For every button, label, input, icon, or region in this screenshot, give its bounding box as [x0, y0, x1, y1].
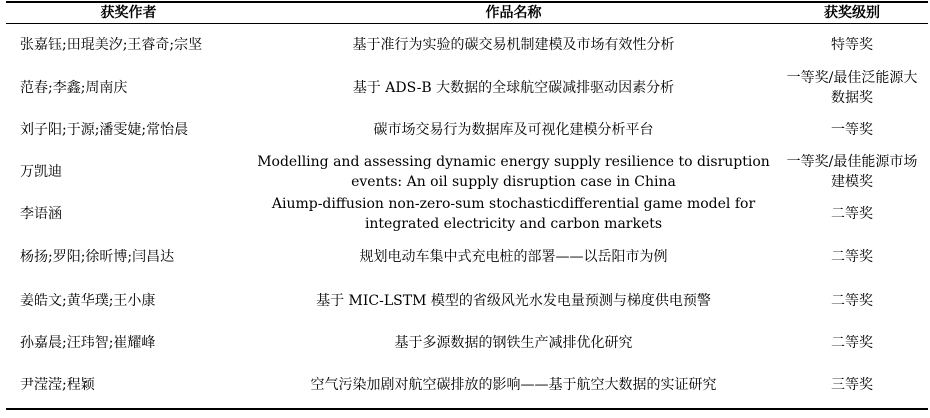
table-row	[6, 151, 928, 193]
table-row	[6, 323, 928, 363]
cell-author: 万凯迪	[20, 163, 62, 180]
table-row	[6, 66, 928, 110]
cell-work: 空气污染加剧对航空碳排放的影响——基于航空大数据的实证研究	[310, 377, 717, 393]
header-level: 获奖级别	[824, 5, 880, 21]
cell-author: 刘子阳;于源;潘雯婕;常怡晨	[20, 122, 189, 138]
table-row	[6, 279, 928, 323]
cell-work: Modelling and assessing dynamic energy supply resilience to disruption events: An oil supply disruption case in China	[257, 153, 770, 190]
cell-author: 杨扬;罗阳;徐昕博;闫昌达	[20, 248, 175, 265]
cell-level: 一等奖/最佳泛能源大数据奖	[786, 69, 918, 106]
table-header-row	[6, 2, 928, 24]
cell-level: 二等奖	[831, 205, 873, 222]
table-row	[6, 24, 928, 66]
cell-work: 基于 ADS-B 大数据的全球航空碳减排驱动因素分析	[352, 79, 675, 96]
cell-work: Aiump-diffusion non-zero-sum stochasticdifferential game model for integrated electricity and carbon markets	[271, 195, 756, 232]
cell-work: 基于多源数据的钢铁生产减排优化研究	[394, 334, 633, 351]
cell-level: 一等奖/最佳能源市场建模奖	[786, 153, 918, 190]
table-row	[6, 235, 928, 279]
cell-work: 规划电动车集中式充电桩的部署——以岳阳市为例	[359, 248, 668, 265]
table-row	[6, 193, 928, 235]
table-row	[6, 363, 928, 409]
header-author: 获奖作者	[100, 5, 157, 21]
cell-level: 二等奖	[831, 334, 873, 351]
cell-author: 李语涵	[20, 205, 62, 222]
cell-author: 孙嘉晨;汪玮智;崔耀峰	[20, 334, 156, 351]
cell-author: 张嘉钰;田琨美汐;王睿奇;宗坚	[20, 36, 203, 53]
header-work: 作品名称	[485, 5, 542, 21]
cell-work: 基于 MIC-LSTM 模型的省级风光水发电量预测与梯度供电预警	[316, 292, 711, 309]
awards-table	[6, 1, 928, 410]
cell-level: 一等奖	[831, 122, 873, 138]
cell-work: 基于准行为实验的碳交易机制建模及市场有效性分析	[352, 36, 675, 53]
cell-level: 二等奖	[831, 292, 873, 309]
cell-level: 三等奖	[831, 377, 873, 393]
table-row	[6, 110, 928, 151]
cell-author: 范春;李鑫;周南庆	[20, 79, 128, 96]
cell-author: 姜皓文;黄华璞;王小康	[20, 292, 156, 309]
cell-work: 碳市场交易行为数据库及可视化建模分析平台	[373, 122, 654, 138]
cell-level: 特等奖	[831, 36, 873, 53]
cell-level: 二等奖	[831, 248, 873, 265]
cell-author: 尹滢滢;程颖	[20, 377, 95, 393]
